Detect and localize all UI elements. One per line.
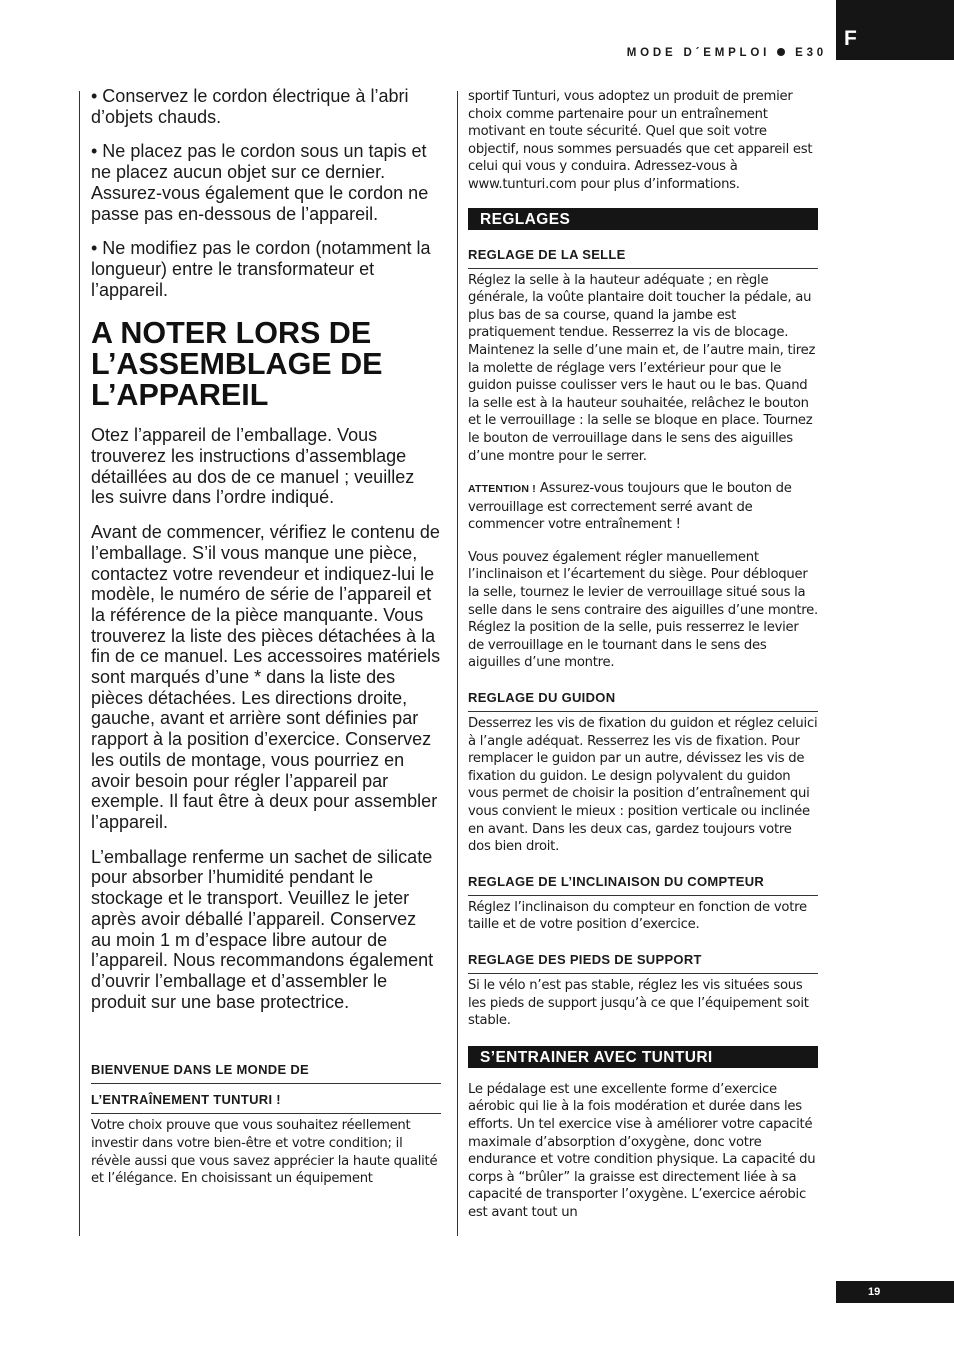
manual-title: MODE D´EMPLOI [626,47,771,59]
language-tab [836,0,954,60]
assembly-paragraph-3: L’emballage renferme un sachet de silicate pour absorber l’humidité pendant le stockage et le transport. Veuillez le jeter après avoir déballé l’appareil. Conservez au moin 1 m d’espace libre autour de l’appareil. Nous recommandons également d’ouvrir l’emballage et d’assembler le produit sur une base protectrice. [91,846,434,1012]
welcome-heading-line-1: BIENVENUE DANS LE MONDE DE [91,1062,309,1078]
entrainer-section-title: S’ENTRAINER AVEC TUNTURI [468,1046,818,1068]
attention-label: ATTENTION ! [468,483,536,496]
assembly-heading: A NOTER LORS DE L’ASSEMBLAGE DE L’APPAREIL [91,316,383,413]
language-tab-label: F [844,27,857,50]
bullet-dot-icon [777,48,785,56]
bullet-cord-carpet: • Ne placez pas le cordon sous un tapis et ne placez aucun objet sur ce dernier. Assurez-vous également que le cordon ne passe pas en-dessous de l’appareil. [91,141,429,224]
bullet-cord-modify: • Ne modifiez pas le cordon (notamment la longueur) entre le transformateur et l’appareil. [91,238,431,300]
selle-heading: REGLAGE DE LA SELLE [468,246,626,262]
selle-text: Réglez la selle à la hauteur adéquate ; en règle générale, la voûte plantaire doit toucher la pédale, au plus bas de sa course, quand la jambe est pratiquement tendue. Resserrez la vis de blocage. Maintenez la selle d’une main et, de l’autre main, tirez la molette de réglage vers l’extérieur pour que le guidon puisse coulisser vers le haut ou le bas. Quand la selle est à la hauteur souhaitée, relâchez le bouton et le verrouillage : la selle se bloque en place. Tournez le bouton de verrouillage dans le sens des aiguilles d’une montre pour le serrer. [468,272,816,464]
selle-text-2: Vous pouvez également régler manuellement l’inclinaison et l’écartement du siège. Pour débloquer la selle, tournez le levier de verrouillage situé sous la selle dans le sens contraire des aiguilles d’une montre. Réglez la position de la selle, puis resserrez le levier de verrouillage en le tournant dans le sens des aiguilles d’une montre. [468,549,818,671]
left-column-rule [79,91,80,1236]
assembly-paragraph-2: Avant de commencer, vérifiez le contenu de l’emballage. S’il vous manque une pièce, contactez votre revendeur et indiquez-lui le modèle, le numéro de série de l’appareil et la référence de la pièce manquante. Vous trouverez la liste des pièces détachées à la fin de ce manuel. Les accessoires matériels sont marqués d’une * dans la liste des pièces détachées. Les directions droite, gauche, avant et arrière sont définies par rapport à la position d’exercice. Conservez les outils de montage, vous pourriez en avoir besoin pour régler l’appareil par exemple. Il faut être à deux pour assembler l’appareil. [91,522,441,832]
bullet-cord-heat: • Conservez le cordon électrique à l’abri d’objets chauds. [91,86,409,127]
assembly-paragraph-1: Otez l’appareil de l’emballage. Vous trouverez les instructions d’assemblage détaillées au dos de ce manuel ; veuillez les suivre dans l’ordre indiqué. [91,425,415,508]
compteur-text: Réglez l’inclinaison du compteur en fonction de votre taille et de votre position d’exercice. [468,899,807,933]
attention-text: Assurez-vous toujours que le bouton de verrouillage est correctement serré avant de commencer votre entraînement ! [468,481,792,533]
model-name: E30 [795,47,827,59]
right-column [468,88,818,1222]
pieds-text: Si le vélo n’est pas stable, réglez les vis situées sous les pieds de support jusqu’à ce que l’équipement soit stable. [468,977,809,1029]
guidon-heading: REGLAGE DU GUIDON [468,690,616,706]
entrainer-text: Le pédalage est une excellente forme d’exercice aérobic qui lie à la fois modération et durée dans les efforts. Un tel exercice vise à améliorer votre capacité maximale d’absorption d’oxygène, donc votre endurance et votre condition physique. La capacité du corps à “brûler” la graisse est directement liée à sa capacité de transporter l’oxygène. L’exercice aérobic est avant tout un [468,1081,816,1220]
welcome-text: Votre choix prouve que vous souhaitez réellement investir dans votre bien-être et votre condition; il révèle aussi que vous savez apprécier la haute qualité et l’élégance. En choisissant un équipement [91,1118,438,1187]
guidon-text: Desserrez les vis de fixation du guidon et réglez celuici à l’angle adéquat. Resserrez les vis de fixation. Pour remplacer le guidon par un autre, dévissez les vis de fixation du guidon. Le design polyvalent du guidon vous permet de choisir la position d’entraînement qui vous convient le mieux : position verticale ou inclinée en avant. Dans les deux cas, gardez toujours votre dos bien droit. [468,716,818,855]
page-number-tab [836,1281,954,1303]
pieds-heading: REGLAGE DES PIEDS DE SUPPORT [468,951,702,967]
compteur-heading: REGLAGE DE L’INCLINAISON DU COMPTEUR [468,873,765,889]
welcome-heading-line-2: L’ENTRAÎNEMENT TUNTURI ! [91,1092,281,1108]
page-number: 19 [868,1286,881,1298]
attention-note [468,480,818,534]
middle-column-rule [457,91,458,1236]
left-column [91,86,441,1188]
intro-text: sportif Tunturi, vous adoptez un produit de premier choix comme partenaire pour un entraînement motivant en toute sécurité. Quel que soit votre objectif, nous sommes persuadés que cet appareil est celui qui vous y conduira. Adressez-vous à www.tunturi.com pour plus d’informations. [468,89,813,192]
running-header [627,47,827,59]
reglages-section-title: REGLAGES [468,208,818,230]
